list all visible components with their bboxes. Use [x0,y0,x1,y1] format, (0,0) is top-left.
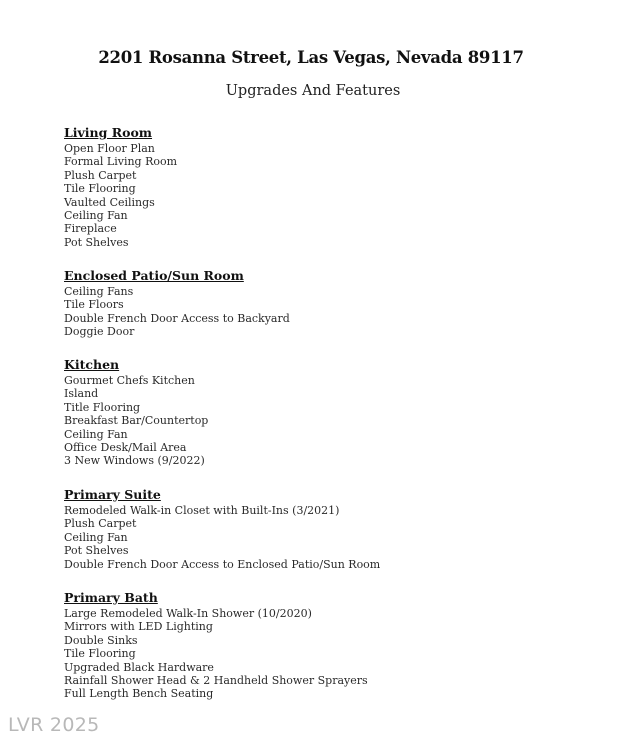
list-item: Double French Door Access to Enclosed Patio/Sun Room [64,557,381,571]
list-item: Ceiling Fan [64,427,128,441]
list-item: Double Sinks [64,633,138,647]
list-item: Plush Carpet [64,517,137,531]
list-item: Ceiling Fan [64,530,128,544]
list-item: Formal Living Room [64,155,178,169]
list-item: Tile Flooring [64,647,136,661]
list-item: Breakfast Bar/Countertop [64,414,209,428]
feature-list [64,285,290,339]
section-primary-bath [64,588,368,701]
list-item: Upgraded Black Hardware [64,660,214,674]
list-item: Pot Shelves [64,544,129,558]
watermark: LVR 2025 [8,714,100,736]
list-item: Plush Carpet [64,168,137,182]
list-item: Office Desk/Mail Area [64,441,187,455]
feature-list [64,607,368,701]
section-primary-suite [64,485,380,571]
section-enclosed-patio [64,266,290,339]
section-living-room [64,123,177,249]
list-item: Pot Shelves [64,235,129,249]
feature-list [64,374,208,468]
list-item: Remodeled Walk-in Closet with Built-Ins (3/2021) [64,504,340,517]
document-title: 2201 Rosanna Street, Las Vegas, Nevada 89117 [98,48,524,67]
list-item: Gourmet Chefs Kitchen [64,374,195,387]
list-item: Title Flooring [64,400,141,414]
list-item: Ceiling Fans [64,285,134,298]
list-item: Open Floor Plan [64,142,155,155]
document-subtitle: Upgrades And Features [225,83,401,99]
list-item: Vaulted Ceilings [64,195,155,209]
list-item: Large Remodeled Walk-In Shower (10/2020) [64,607,312,620]
feature-list [64,142,177,249]
list-item: Mirrors with LED Lighting [64,620,213,634]
list-item: Double French Door Access to Backyard [64,311,290,325]
list-item: Tile Flooring [64,182,136,196]
list-item: 3 New Windows (9/2022) [64,454,205,468]
section-heading: Enclosed Patio/Sun Room [64,268,244,283]
list-item: Ceiling Fan [64,209,128,223]
list-item: Full Length Bench Seating [64,687,214,701]
list-item: Doggie Door [64,325,135,339]
section-kitchen [64,355,208,468]
list-item: Rainfall Shower Head & 2 Handheld Shower Sprayers [64,674,368,688]
list-item: Island [64,387,99,401]
list-item: Fireplace [64,222,117,236]
section-heading: Kitchen [64,357,120,372]
section-heading: Primary Suite [64,487,161,502]
section-heading: Living Room [64,125,153,140]
list-item: Tile Floors [64,298,124,312]
section-heading: Primary Bath [64,590,158,605]
feature-list [64,504,380,571]
